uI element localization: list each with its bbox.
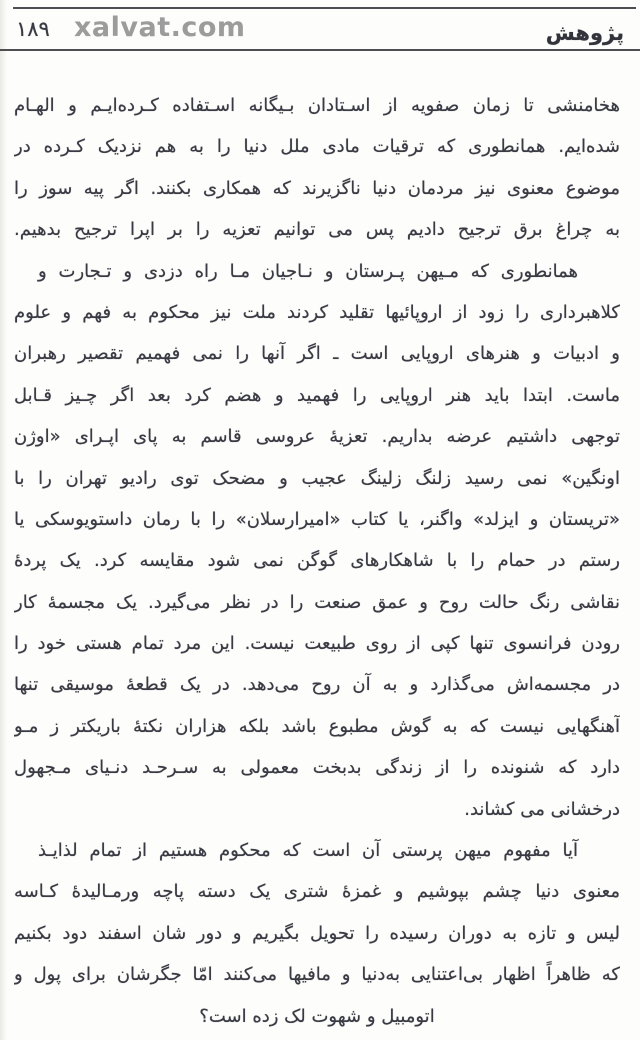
page-number: ۱۸۹ — [16, 17, 50, 41]
text-line: درخشانی می کشاند. — [464, 798, 620, 820]
paragraph — [14, 830, 620, 1037]
text-line: اتومبیل و شهوت لک زده است؟ — [199, 1005, 435, 1027]
page-header — [0, 0, 640, 52]
text-line: نقاشی رنگ حالت روح و عمق صنعت را در نظر می‌گیرد. یک مجسمهٔ کار — [14, 591, 620, 613]
text-line: رودن فرانسوی تنها کپی از روی طبیعت نیست. این مرد تمام هستی خود را — [14, 633, 620, 655]
watermark-text: xalvat.com — [74, 12, 246, 43]
text-line: «تریستان و ایزلد» واگنر، یا کتاب «امیرارسلان» را با رمان داستویوسکی یا — [14, 508, 620, 530]
text-line: در مجسمه‌اش می‌گذارد و به آن روح می‌دهد. در یک قطعهٔ موسیقی تنها — [14, 674, 620, 696]
text-body — [14, 85, 620, 1037]
text-line: آهنگهایی نیست که به گوش مطبوع باشد بلکه هزاران نکتهٔ باریکتر ز مـو — [14, 715, 620, 737]
text-line: هخامنشی تا زمان صفویه از اسـتادان بـیگانه اسـتفاده کـرده‌ایـم و الهـام — [14, 95, 620, 116]
text-line: موضوع معنوی نیز مردمان دنیا ناگزیرند که همکاری بکنند. اگر پیه سوز را — [14, 177, 620, 199]
text-line: به چراغ برق ترجیح دادیم پس می توانیم تعزیه را بر اپرا ترجیح بدهیم. — [14, 219, 620, 241]
text-line: که ظاهراً اظهار بی‌اعتنایی به‌دنیا و مافیها می‌کنند امّا جگرشان برای پول و — [14, 964, 620, 986]
paragraph — [14, 251, 620, 830]
text-line: و ادبیات و هنرهای اروپایی است ـ اگر آنها را نمی فهمیم تقصیر رهبران — [14, 343, 620, 365]
text-line: دارد که شنونده را از زندگی بدبخت معمولی به سـرحـد دنـیای مـجهول — [14, 757, 620, 779]
text-line: معنوی دنیا چشم بپوشیم و غمزهٔ شتری یک دسته پاچه ورمـالیدهٔ کـاسه — [14, 881, 620, 903]
text-line: شده‌ایم. همانطوری که ترقیات مادی ملل دنیا را به هم نزدیک کـرده در — [14, 136, 620, 158]
text-line: رستم در حمام را با شاهکارهای گوگن نمی شود مقایسه کرد. یک پردهٔ — [14, 550, 620, 572]
paragraph — [14, 85, 620, 251]
text-line: لیس و تازه به دوران رسیده را تحویل بگیریم و دور شان اسفند دود بکنیم — [14, 922, 620, 944]
text-line: ماست. ابتدا باید هنر اروپایی را فهمید و هضم کرد بعد اگر چـیز قـابل — [14, 384, 620, 406]
scan-edge-shadow — [0, 0, 7, 1040]
text-line: آیا مفهوم میهن پرستی آن است که محکوم هستیم از تمام لذایـذ — [38, 840, 578, 862]
header-title: پژوهش — [545, 21, 624, 45]
text-line: توجهی داشتیم عرضه بداریم. تعزیهٔ عروسی قاسم به پای اپـرای «اوژن — [14, 426, 620, 448]
header-rule-bottom — [0, 49, 640, 51]
text-line: کلاهبرداری را زود از اروپائیها تقلید کردند ملت نیز محکوم به فهم و علوم — [14, 301, 620, 323]
text-line: همانطوری که مـیهن پـرستان و نـاجیان مـا راه دزدی و تـجارت و — [38, 260, 578, 282]
text-line: اونگین» نمی رسید زلنگ زلینگ عجیب و مضحک توی رادیو تهران را با — [14, 467, 620, 489]
header-rule-top — [13, 7, 636, 9]
